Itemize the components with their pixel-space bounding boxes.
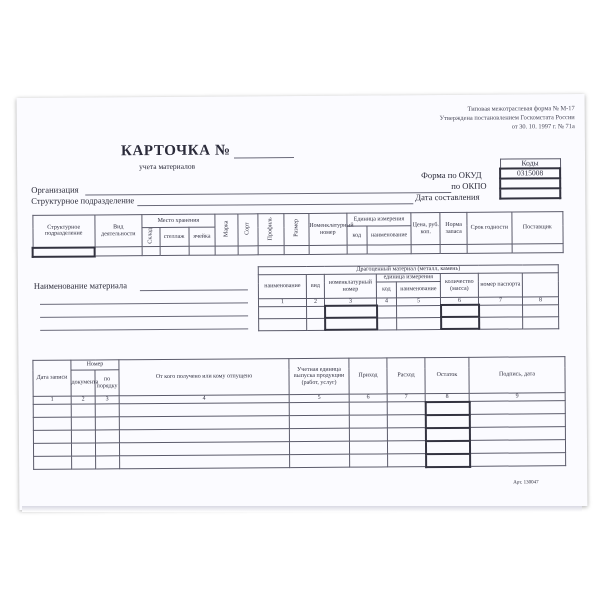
m-col-doc: документа — [71, 370, 95, 396]
col-rack: стеллаж — [160, 227, 189, 246]
col-supplier: Поставщик — [511, 212, 563, 244]
cell-entry[interactable] — [142, 246, 160, 255]
material-name-label: Наименование материала — [33, 280, 128, 291]
m-cell[interactable] — [426, 453, 470, 466]
m-col-unit: Учетная единица выпуска продукции (работ, услуг) — [289, 358, 349, 394]
col-unit-code: код — [347, 226, 367, 245]
col-profile: Профиль — [257, 214, 284, 246]
cell-entry[interactable] — [347, 245, 367, 254]
m-cell[interactable] — [119, 416, 289, 430]
m-cell[interactable] — [469, 414, 565, 428]
m-cell[interactable] — [71, 430, 95, 443]
m-cell[interactable] — [95, 430, 119, 443]
col-struct-div: Структурное подразделение — [32, 215, 95, 247]
cell-entry[interactable] — [95, 247, 142, 256]
p-cell[interactable] — [325, 318, 377, 330]
p-col-unit-code: код — [376, 282, 396, 298]
m-col-income: Приход — [349, 358, 387, 394]
date-label: Дата составления — [415, 191, 480, 203]
material-name-line-4[interactable] — [40, 328, 248, 330]
m-cell[interactable] — [349, 402, 387, 415]
p-col-extra — [522, 273, 558, 297]
col-nomenclature: Номенклатурный номер — [309, 213, 347, 245]
col-unit: Единица измерения — [347, 213, 412, 226]
m-cell[interactable] — [71, 417, 95, 430]
col-unit-name: наименование — [367, 226, 412, 245]
m-cell[interactable] — [33, 430, 71, 443]
m-cell[interactable] — [290, 454, 350, 467]
col-norm: Норма запаса — [440, 212, 467, 244]
m-cell[interactable] — [33, 417, 71, 430]
m-num: 6 — [349, 394, 387, 402]
m-col-order: по порядку — [95, 370, 119, 396]
m-cell[interactable] — [388, 454, 426, 467]
m-cell[interactable] — [95, 417, 119, 430]
m-cell[interactable] — [469, 440, 565, 454]
precious-header: Драгоценный материал (металл, камень) — [258, 265, 558, 275]
card-title: КАРТОЧКА № — [120, 142, 231, 160]
p-num: 2 — [306, 298, 324, 306]
article-number: Арт. 130047 — [513, 480, 539, 486]
m-cell[interactable] — [350, 454, 388, 467]
cell-entry[interactable] — [367, 245, 412, 254]
m-cell[interactable] — [71, 443, 95, 456]
m-cell[interactable] — [425, 401, 469, 414]
m-cell[interactable] — [387, 441, 425, 454]
m-col-number: Номер — [71, 360, 119, 370]
card-subtitle: учета материалов — [139, 161, 196, 172]
m-cell[interactable] — [95, 404, 119, 417]
m-cell[interactable] — [469, 427, 565, 441]
department-line[interactable] — [137, 203, 413, 206]
approval-line: Утверждена постановлением Госкомстата России — [439, 114, 575, 123]
m-cell[interactable] — [96, 456, 120, 469]
m-cell[interactable] — [33, 404, 71, 417]
precious-material-table — [258, 264, 560, 331]
m-cell[interactable] — [119, 442, 289, 456]
p-num: 3 — [324, 298, 376, 306]
m-cell[interactable] — [33, 443, 71, 456]
m-cell[interactable] — [425, 440, 469, 453]
movement-table — [32, 356, 566, 470]
m-num: 4 — [119, 395, 289, 404]
p-num: 1 — [258, 298, 306, 306]
col-brand: Марка — [215, 214, 238, 246]
organization-line[interactable] — [85, 192, 451, 196]
p-cell[interactable] — [441, 305, 479, 317]
p-cell[interactable] — [259, 306, 307, 318]
cell-entry[interactable] — [215, 246, 237, 255]
material-name-line[interactable] — [140, 289, 248, 291]
m-cell[interactable] — [95, 443, 119, 456]
cell-entry[interactable] — [258, 246, 285, 255]
m-col-sign: Подпись, дата — [469, 357, 565, 394]
m-num: 9 — [469, 393, 565, 402]
form-type-line: Типовая межотраслевая форма № М-17 — [467, 105, 575, 113]
m-cell[interactable] — [289, 402, 349, 415]
p-cell[interactable] — [441, 317, 479, 329]
p-cell[interactable] — [377, 318, 397, 330]
p-num: 6 — [440, 297, 478, 305]
codes-head: Коды — [500, 159, 560, 169]
cell-entry[interactable] — [512, 244, 563, 253]
p-col-passport: номер паспорта — [478, 273, 522, 297]
p-col-quantity: количество (масса) — [440, 273, 478, 297]
okud-value: 0315008 — [500, 168, 560, 178]
sheet-shadow — [22, 506, 582, 512]
p-col-kind: вид — [306, 274, 324, 298]
col-warehouse: Склад — [142, 227, 160, 246]
m-num: 3 — [95, 396, 119, 404]
date-value[interactable] — [500, 188, 560, 198]
m-cell[interactable] — [119, 403, 289, 417]
approval-date-line: от 30. 10. 1997 г. № 71а — [511, 123, 575, 131]
p-col-name: наименование — [258, 274, 306, 298]
p-col-unit: единица измерения — [376, 274, 440, 282]
m-cell[interactable] — [387, 428, 425, 441]
material-name-line-3[interactable] — [40, 315, 248, 317]
m-cell[interactable] — [120, 455, 290, 469]
m-cell[interactable] — [349, 415, 387, 428]
cell-entry[interactable] — [160, 246, 189, 255]
m-col-balance: Остаток — [425, 357, 469, 393]
okud-label: Форма по ОКУД — [421, 169, 482, 181]
p-num: 5 — [396, 298, 440, 306]
m-cell[interactable] — [387, 415, 425, 428]
m-cell[interactable] — [349, 441, 387, 454]
card-number-line — [234, 157, 294, 158]
m-cell[interactable] — [469, 401, 565, 415]
department-label: Структурное подразделение — [31, 195, 135, 206]
p-cell[interactable] — [397, 305, 441, 317]
p-cell[interactable] — [479, 305, 523, 317]
p-cell[interactable] — [307, 318, 325, 330]
p-cell[interactable] — [523, 305, 559, 317]
m-cell[interactable] — [387, 402, 425, 415]
col-size: Размер — [284, 213, 309, 245]
m-cell[interactable] — [119, 429, 289, 443]
col-shelf: Срок годности — [467, 212, 512, 244]
col-activity: Вид деятельности — [95, 215, 142, 247]
p-cell[interactable] — [523, 317, 559, 329]
m-cell[interactable] — [470, 453, 566, 467]
p-col-unit-name: наименование — [396, 282, 440, 298]
p-num: 8 — [522, 297, 558, 305]
col-grade: Сорт — [237, 214, 257, 246]
p-cell[interactable] — [397, 317, 441, 329]
material-attributes-table — [31, 211, 563, 257]
p-cell[interactable] — [377, 306, 397, 318]
col-storage: Место хранения — [142, 214, 216, 228]
col-price: Цена, руб. коп. — [411, 213, 440, 245]
codes-table — [499, 158, 561, 199]
m-cell[interactable] — [71, 404, 95, 417]
okpo-value[interactable] — [500, 178, 560, 188]
m-cell[interactable] — [34, 456, 72, 469]
cell-entry[interactable] — [284, 245, 309, 254]
m-cell[interactable] — [289, 441, 349, 454]
m-num: 2 — [71, 396, 95, 404]
col-cell: ячейка — [188, 227, 215, 246]
material-name-line-2[interactable] — [40, 302, 248, 304]
p-cell[interactable] — [325, 306, 377, 318]
p-cell[interactable] — [259, 318, 307, 330]
m-num: 8 — [425, 393, 469, 401]
cell-entry[interactable] — [189, 246, 216, 255]
cell-entry[interactable] — [467, 244, 512, 253]
p-cell[interactable] — [479, 317, 523, 329]
m-col-outcome: Расход — [387, 358, 425, 394]
cell-entry[interactable] — [33, 247, 95, 256]
m-cell[interactable] — [289, 428, 349, 441]
cell-entry[interactable] — [440, 244, 467, 253]
m-cell[interactable] — [72, 456, 96, 469]
m-cell[interactable] — [349, 428, 387, 441]
cell-entry[interactable] — [309, 245, 347, 254]
m-num: 5 — [289, 394, 349, 402]
m-num: 1 — [33, 396, 71, 404]
m-cell[interactable] — [425, 427, 469, 440]
organization-label: Организация — [31, 184, 79, 195]
m-cell[interactable] — [425, 414, 469, 427]
m-col-date: Дата записи — [33, 360, 71, 396]
cell-entry[interactable] — [411, 245, 440, 254]
okpo-label: по ОКПО — [451, 180, 487, 191]
p-col-nomenclature: номенклатурный номер — [324, 274, 376, 298]
cell-entry[interactable] — [238, 246, 258, 255]
p-num: 7 — [478, 297, 522, 305]
form-sheet — [17, 94, 588, 510]
p-num: 4 — [376, 298, 396, 306]
m-num: 7 — [387, 394, 425, 402]
m-col-from-to: От кого получено или кому отпущено — [119, 359, 289, 396]
p-cell[interactable] — [307, 306, 325, 318]
m-cell[interactable] — [289, 415, 349, 428]
